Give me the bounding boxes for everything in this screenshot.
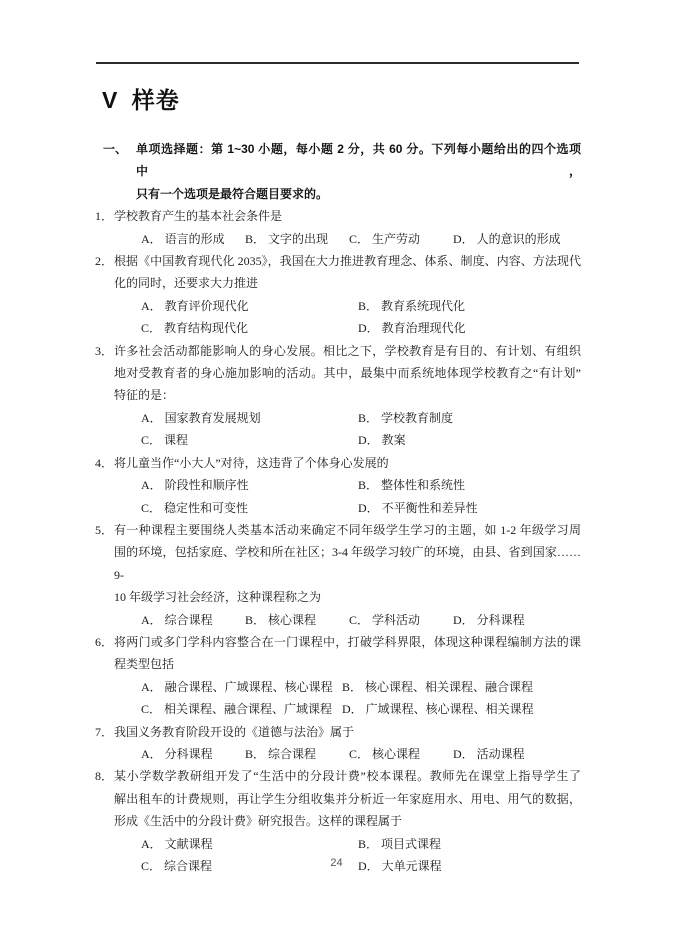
question-body xyxy=(114,519,581,631)
option-text: 大单元课程 xyxy=(381,859,442,873)
option-item xyxy=(141,407,358,429)
option-label: D． xyxy=(358,433,379,448)
option-text: 教育治理现代化 xyxy=(381,321,466,336)
option-item xyxy=(141,474,358,496)
option-item xyxy=(358,474,581,496)
question-list xyxy=(95,205,581,877)
section-header-line: 只有一个选项是最符合题目要求的。 xyxy=(136,186,329,201)
option-label: C． xyxy=(141,500,162,515)
option-text: 国家教育发展规划 xyxy=(164,410,261,425)
option-label: B． xyxy=(358,478,379,493)
option-label: D． xyxy=(453,231,474,246)
question-number: 2． xyxy=(95,254,114,269)
question-body xyxy=(114,631,581,721)
question-stem-line: 特征的是： xyxy=(114,388,175,403)
options-row xyxy=(114,609,581,631)
option-label: C． xyxy=(141,859,162,873)
question-item xyxy=(95,205,581,250)
question-stem-line: 将儿童当作“小大人”对待，这违背了个体身心发展的 xyxy=(114,455,389,470)
option-text: 综合课程 xyxy=(164,859,213,873)
option-text: 稳定性和可变性 xyxy=(164,500,249,515)
option-item xyxy=(349,609,445,631)
option-item xyxy=(141,743,237,765)
option-text: 文献课程 xyxy=(164,836,213,851)
question-body xyxy=(114,250,581,340)
question-number: 4． xyxy=(95,455,114,470)
question-number: 3． xyxy=(95,343,114,358)
option-label: C． xyxy=(141,321,162,336)
option-item xyxy=(342,676,581,698)
option-label: B． xyxy=(245,612,266,627)
option-item xyxy=(349,743,445,765)
option-label: C． xyxy=(349,231,370,246)
option-item xyxy=(141,497,358,519)
option-text: 阶段性和顺序性 xyxy=(164,478,249,493)
options-grid xyxy=(114,833,581,878)
question-item xyxy=(95,631,581,721)
option-text: 文字的出现 xyxy=(268,231,329,246)
option-label: D． xyxy=(453,746,474,761)
options-grid xyxy=(114,474,581,519)
option-item xyxy=(245,743,341,765)
option-item xyxy=(358,833,581,855)
option-text: 核心课程 xyxy=(372,746,421,761)
question-number: 1． xyxy=(95,209,114,224)
question-body xyxy=(114,721,581,766)
option-label: A． xyxy=(141,410,162,425)
option-text: 学校教育制度 xyxy=(381,410,454,425)
option-label: B． xyxy=(245,746,266,761)
option-label: C． xyxy=(349,612,370,627)
section-header-text xyxy=(136,138,581,205)
options-grid xyxy=(114,676,581,721)
question-stem-line: 许多社会活动都能影响人的身心发展。相比之下，学校教育是有目的、有计划、有组织 xyxy=(114,343,581,358)
page-title: V 样卷 xyxy=(102,87,180,113)
question-stem-line: 根据《中国教育现代化 2035》，我国在大力推进教育理念、体系、制度、内容、方法现代 xyxy=(114,254,581,269)
question-item xyxy=(95,452,581,519)
option-item xyxy=(141,429,358,451)
option-text: 核心课程、相关课程、融合课程 xyxy=(365,679,534,694)
option-text: 教案 xyxy=(381,433,406,448)
question-item xyxy=(95,250,581,340)
option-label: A． xyxy=(141,679,162,694)
option-item xyxy=(141,698,342,720)
section-header-line: 单项选择题：第 1~30 小题，每小题 2 分，共 60 分。下列每小题给出的四个选项中， xyxy=(136,142,581,179)
option-label: A． xyxy=(141,746,162,761)
option-label: A． xyxy=(141,478,162,493)
option-item xyxy=(358,295,581,317)
option-label: A． xyxy=(141,298,162,313)
question-stem-line: 地对受教育者的身心施加影响的活动。其中，最集中而系统地体现学校教育之“有计划” xyxy=(114,366,581,381)
question-stem-line: 形成《生活中的分段计费》研究报告。这样的课程属于 xyxy=(114,814,403,829)
section-header xyxy=(95,138,581,205)
question-stem-line: 我国义务教育阶段开设的《道德与法治》属于 xyxy=(114,724,355,739)
option-label: A． xyxy=(141,231,162,246)
question-stem-line: 程类型包括 xyxy=(114,657,175,672)
question-body xyxy=(114,340,581,452)
header-rule xyxy=(96,62,579,64)
option-text: 不平衡性和差异性 xyxy=(381,500,478,515)
question-item xyxy=(95,340,581,452)
option-label: C． xyxy=(141,433,162,448)
question-body xyxy=(114,452,581,519)
question-item xyxy=(95,519,581,631)
option-label: B． xyxy=(358,298,379,313)
option-text: 相关课程、融合课程、广域课程 xyxy=(164,702,333,717)
option-text: 核心课程 xyxy=(268,612,317,627)
option-item xyxy=(453,228,561,250)
option-item xyxy=(358,497,581,519)
option-label: C． xyxy=(349,746,370,761)
option-text: 学科活动 xyxy=(372,612,421,627)
option-item xyxy=(358,317,581,339)
option-label: A． xyxy=(141,836,162,851)
option-label: D． xyxy=(358,321,379,336)
exam-content xyxy=(95,138,581,877)
option-item xyxy=(141,676,342,698)
option-text: 整体性和系统性 xyxy=(381,478,466,493)
question-stem-line: 化的同时，还要求大力推进 xyxy=(114,276,259,291)
question-number: 8． xyxy=(95,769,114,784)
option-item xyxy=(141,317,358,339)
option-item xyxy=(141,609,237,631)
option-label: C． xyxy=(141,702,162,717)
option-label: B． xyxy=(358,410,379,425)
option-item xyxy=(141,295,358,317)
option-label: D． xyxy=(342,702,363,717)
option-text: 综合课程 xyxy=(164,612,213,627)
option-item xyxy=(342,698,581,720)
option-text: 教育系统现代化 xyxy=(381,298,466,313)
option-text: 语言的形成 xyxy=(164,231,225,246)
page-number: 24 xyxy=(330,857,343,869)
option-item xyxy=(245,609,341,631)
option-label: D． xyxy=(358,500,379,515)
option-item xyxy=(453,743,549,765)
option-label: D． xyxy=(453,612,474,627)
question-stem-line: 学校教育产生的基本社会条件是 xyxy=(114,209,283,224)
option-label: B． xyxy=(245,231,266,246)
option-text: 教育结构现代化 xyxy=(164,321,249,336)
option-text: 活动课程 xyxy=(476,746,525,761)
option-text: 融合课程、广域课程、核心课程 xyxy=(164,679,333,694)
option-text: 生产劳动 xyxy=(372,231,421,246)
option-item xyxy=(358,429,581,451)
question-stem-line: 10 年级学习社会经济，这种课程称之为 xyxy=(114,590,322,605)
section-number: 一、 xyxy=(103,142,128,156)
options-row xyxy=(114,743,581,765)
option-text: 人的意识的形成 xyxy=(476,231,561,246)
options-grid xyxy=(114,407,581,452)
option-text: 广域课程、核心课程、相关课程 xyxy=(365,702,534,717)
question-number: 6． xyxy=(95,634,114,649)
options-grid xyxy=(114,295,581,340)
option-label: B． xyxy=(358,836,379,851)
option-label: B． xyxy=(342,679,363,694)
question-stem-line: 将两门或多门学科内容整合在一门课程中，打破学科界限，体现这种课程编制方法的课 xyxy=(114,634,581,649)
option-item xyxy=(245,228,341,250)
question-item xyxy=(95,721,581,766)
question-stem-line: 解出租车的计费规则，再让学生分组收集并分析近一年家庭用水、用电、用气的数据， xyxy=(114,791,581,806)
question-number: 7． xyxy=(95,724,114,739)
option-text: 分科课程 xyxy=(164,746,213,761)
option-item xyxy=(453,609,549,631)
option-text: 分科课程 xyxy=(476,612,525,627)
question-body xyxy=(114,205,581,250)
option-text: 项目式课程 xyxy=(381,836,442,851)
option-text: 教育评价现代化 xyxy=(164,298,249,313)
question-stem-line: 围的环境，包括家庭、学校和所在社区；3-4 年级学习较广的环境，由县、省到国家……9- xyxy=(114,545,581,582)
option-item xyxy=(349,228,445,250)
question-stem-line: 有一种课程主要围绕人类基本活动来确定不同年级学生学习的主题，如 1-2 年级学习周 xyxy=(114,522,581,537)
option-item xyxy=(141,833,358,855)
option-text: 综合课程 xyxy=(268,746,317,761)
question-number: 5． xyxy=(95,522,114,537)
options-row xyxy=(114,228,581,250)
option-label: A． xyxy=(141,612,162,627)
option-text: 课程 xyxy=(164,433,189,448)
option-item xyxy=(358,407,581,429)
option-label: D． xyxy=(358,859,379,873)
question-stem-line: 某小学数学教研组开发了“生活中的分段计费”校本课程。教师先在课堂上指导学生了 xyxy=(114,769,581,784)
option-item xyxy=(141,228,237,250)
